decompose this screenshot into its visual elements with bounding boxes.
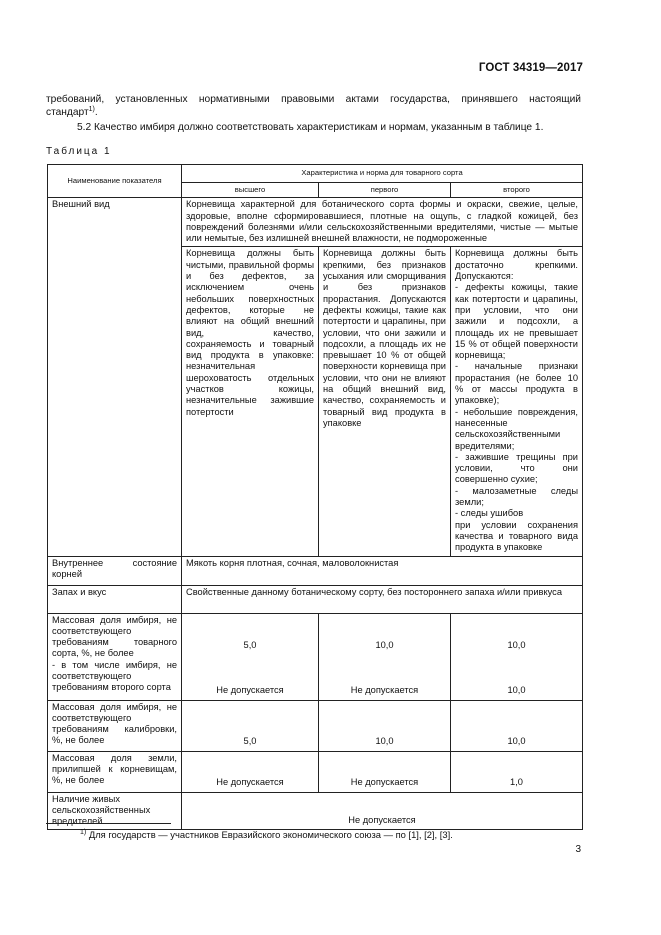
paragraph-requirements: [46, 93, 581, 119]
footnote-reference[interactable]: 1): [88, 106, 95, 113]
header-characteristic: Характеристика и норма для товарного сорта: [182, 165, 583, 183]
table-caption: Таблица 1: [46, 146, 112, 157]
indicator-pests: Наличие живых сельскохозяйственных вредителей: [48, 792, 182, 830]
footnote-text: Для государств — участников Евразийского экономического союза — по [1], [2], [3].: [88, 829, 453, 840]
header-grade-highest: высшего: [182, 183, 319, 198]
smell-taste-value: Свойственные данному ботаническому сорту, без постороннего запаха и/или привкуса: [182, 585, 583, 613]
footnote: [80, 829, 453, 840]
list-item: - небольшие повреждения, нанесенные сельскохозяйственными вредителями;: [455, 406, 578, 451]
appearance-second-intro: Корневища должны быть достаточно крепкими. Допускаются:: [455, 248, 578, 282]
internal-state-value: Мякоть корня плотная, сочная, маловолокнистая: [182, 556, 583, 585]
appearance-second: [451, 247, 583, 556]
mass-grade-first: [319, 613, 451, 700]
mass-soil-highest: Не допускается: [182, 751, 319, 792]
standard-code: ГОСТ 34319—2017: [478, 62, 583, 74]
table-row-mass-grade: [48, 613, 583, 700]
indicator-internal-state: Внутреннее состояние корней: [48, 556, 182, 585]
appearance-common: Корневища характерной для ботанического сорта формы и окраски, свежие, целые, здоровые, вполне сформировавшиеся, плотные на ощупь, с гладкой кожицей, без повреждений болезнями и/или сельскохозяйственными вредителями, чистые — мытые или немытые, без излишней внешней влажности, не подмороженные: [182, 198, 583, 247]
indicator-mass-soil: Массовая доля земли, прилипшей к корневищам, %, не более: [48, 751, 182, 792]
mass-grade-second-value: 10,0: [507, 639, 526, 650]
mass-grade-second-sub-value: 10,0: [507, 685, 526, 696]
mass-grade-first-value: 10,0: [375, 639, 394, 650]
table-row-internal-state: [48, 556, 583, 585]
mass-grade-highest-sub-value: Не допускается: [216, 685, 284, 696]
table-row-mass-soil: [48, 751, 583, 792]
list-item: - малозаметные следы земли;: [455, 485, 578, 508]
mass-soil-second: 1,0: [451, 751, 583, 792]
indicator-smell-taste: Запах и вкус: [48, 585, 182, 613]
table-row-appearance: [48, 198, 583, 247]
indicator-mass-calibration: Массовая доля имбиря, не соответствующего требованиям калибровки, %, не более: [48, 700, 182, 751]
paragraph-end: .: [94, 107, 98, 118]
pests-value: Не допускается: [182, 792, 583, 830]
footnote-divider: [46, 823, 171, 824]
table-row-smell-taste: [48, 585, 583, 613]
paragraph-5-2: 5.2 Качество имбиря должно соответствовать характеристикам и нормам, указанным в таблице 1.: [77, 122, 544, 133]
header-grade-first: первого: [319, 183, 451, 198]
header-indicator: Наименование показателя: [48, 165, 182, 198]
list-item: - зажившие трещины при условии, что они совершенно сухие;: [455, 451, 578, 485]
list-item: - начальные признаки прорастания (не более 10 % от массы продукта в упаковке);: [455, 361, 578, 406]
list-item: - дефекты кожицы, такие как потертости и царапины, при условии, что они зажили и подсохли, а площадь их не превышает 15 % от общей поверхности корневища;: [455, 282, 578, 361]
page-number: 3: [575, 844, 581, 855]
paragraph-line-1: требований, установленных нормативными правовыми актами государства, принявшего настоящий: [46, 94, 581, 105]
mass-calibration-first: 10,0: [319, 700, 451, 751]
mass-grade-first-sub-value: Не допускается: [350, 685, 419, 696]
table-row-pests: [48, 792, 583, 830]
indicator-appearance: Внешний вид: [48, 198, 182, 556]
mass-grade-highest-value: 5,0: [243, 639, 257, 650]
list-item: при условии сохранения качества и товарного вида продукта в упаковке: [455, 519, 578, 553]
quality-table: [47, 164, 583, 830]
indicator-mass-grade-main: Массовая доля имбиря, не соответствующего требованиям товарного сорта, %, не более: [52, 614, 177, 659]
mass-calibration-highest: 5,0: [182, 700, 319, 751]
mass-soil-first: Не допускается: [319, 751, 451, 792]
indicator-mass-grade: [48, 613, 182, 700]
header-grade-second: второго: [451, 183, 583, 198]
appearance-first: Корневища должны быть крепкими, без признаков усыхания или сморщивания и без признаков прорастания. Допускаются дефекты кожицы, такие как потертости и царапины, при условии, что они зажили и подсохли, а площадь их не превышает 10 % от общей поверхности корневища при условии, что они не влияют на общий внешний вид, качество, сохраняемость и товарный вид продукта в упаковке: [319, 247, 451, 556]
mass-grade-second: [451, 613, 583, 700]
table-header-row: [48, 165, 583, 183]
footnote-mark: 1): [80, 829, 87, 836]
mass-calibration-second: 10,0: [451, 700, 583, 751]
mass-grade-highest: [182, 613, 319, 700]
appearance-highest: Корневища должны быть чистыми, правильной формы и без дефектов, за исключением очень небольших поверхностных дефектов, которые не влияют на общий внешний вид, качество, сохраняемость и товарный вид продукта в упаковке: незначительная шероховатость отдельных участков кожицы, незначительные зажившие потертости: [182, 247, 319, 556]
table-row-mass-calibration: [48, 700, 583, 751]
list-item: - следы ушибов: [455, 508, 524, 519]
paragraph-line-2: стандарт: [46, 107, 89, 118]
indicator-mass-grade-sub: - в том числе имбиря, не соответствующего требованиям второго сорта: [52, 659, 177, 693]
